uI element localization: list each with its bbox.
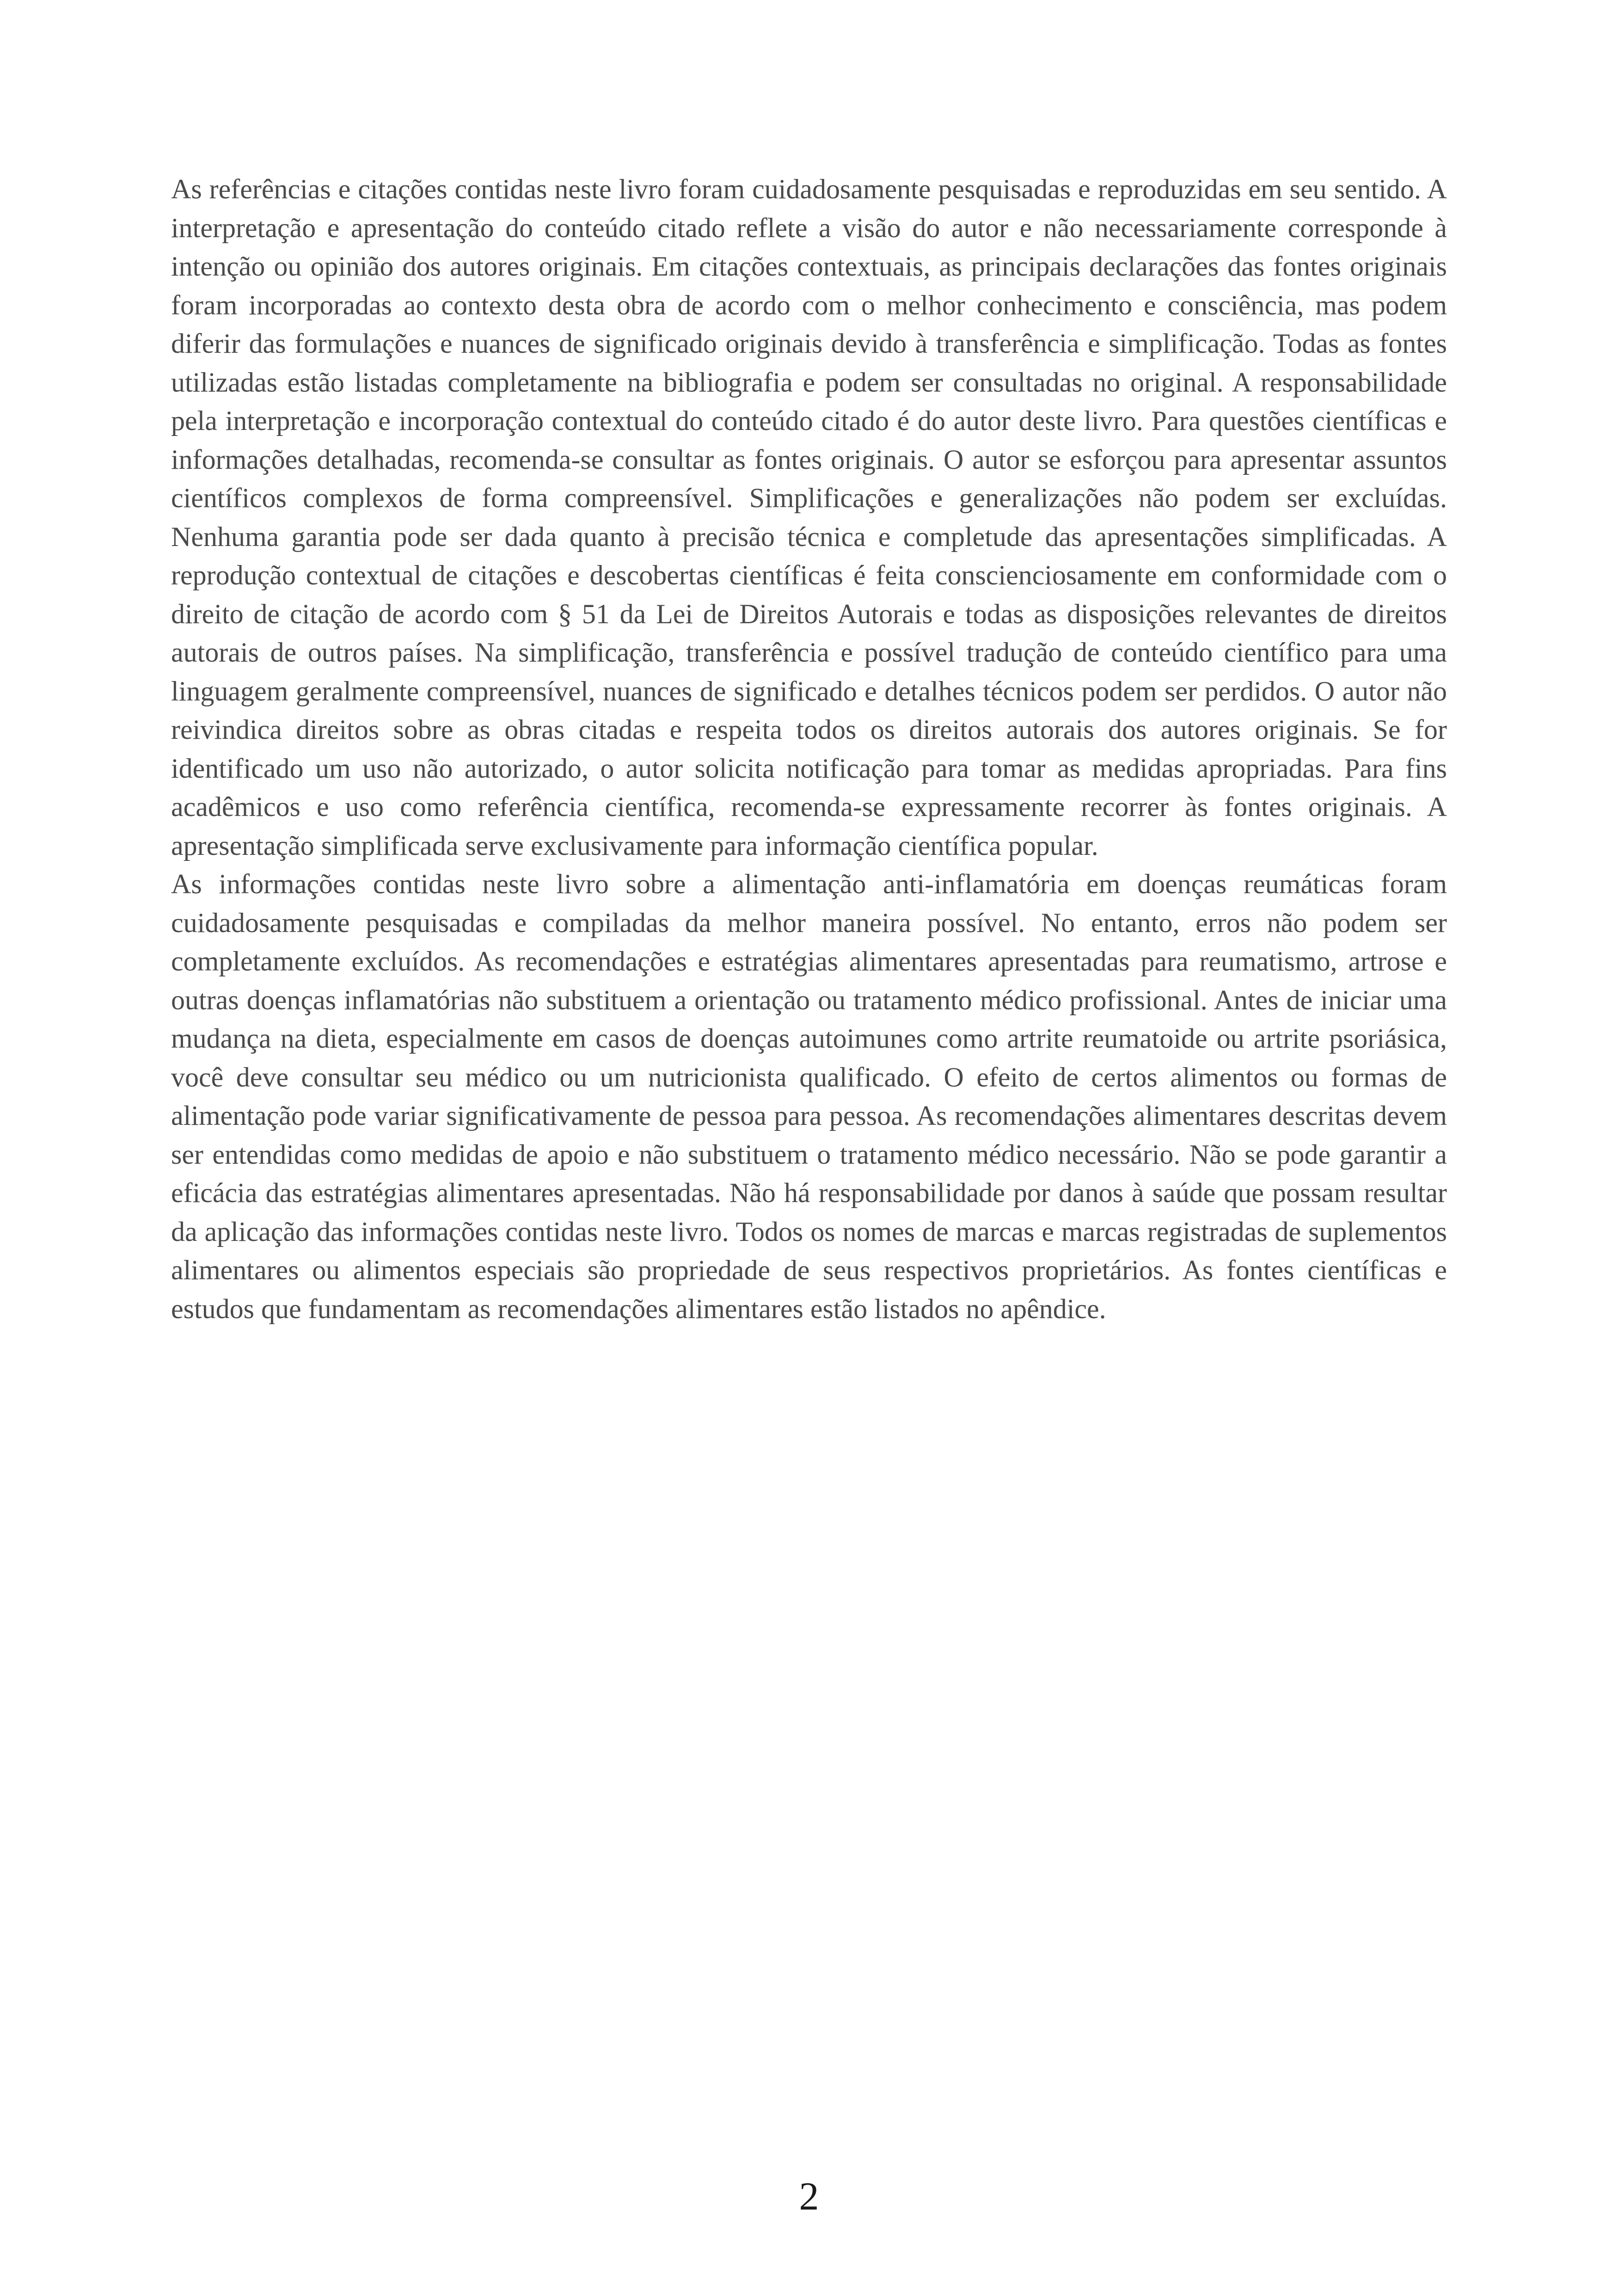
body-text [171, 170, 1447, 1328]
paragraph-health-disclaimer: As informações contidas neste livro sobre a alimentação anti-inflamatória em doenças reumáticas foram cuidadosamente pesquisadas e compiladas da melhor maneira possível. No entanto, erros não podem ser completamente excluídos. As recomendações e estratégias alimentares apresentadas para reumatismo, artrose e outras doenças inflamatórias não substituem a orientação ou tratamento médico profissional. Antes de iniciar uma mudança na dieta, especialmente em casos de doenças autoimunes como artrite reumatoide ou artrite psoriásica, você deve consultar seu médico ou um nutricionista qualificado. O efeito de certos alimentos ou formas de alimentação pode variar significativamente de pessoa para pessoa. As recomendações alimentares descritas devem ser entendidas como medidas de apoio e não substituem o tratamento médico necessário. Não se pode garantir a eficácia das estratégias alimentares apresentadas. Não há responsabilidade por danos à saúde que possam resultar da aplicação das informações contidas neste livro. Todos os nomes de marcas e marcas registradas de suplementos alimentares ou alimentos especiais são propriedade de seus respectivos proprietários. As fontes científicas e estudos que fundamentam as recomendações alimentares estão listados no apêndice. [171, 869, 1447, 1324]
paragraph-references-disclaimer: As referências e citações contidas neste livro foram cuidadosamente pesquisadas e reproduzidas em seu sentido. A interpretação e apresentação do conteúdo citado reflete a visão do autor e não necessariamente corresponde à intenção ou opinião dos autores originais. Em citações contextuais, as principais declarações das fontes originais foram incorporadas ao contexto desta obra de acordo com o melhor conhecimento e consciência, mas podem diferir das formulações e nuances de significado originais devido à transferência e simplificação. Todas as fontes utilizadas estão listadas completamente na bibliografia e podem ser consultadas no original. A responsabilidade pela interpretação e incorporação contextual do conteúdo citado é do autor deste livro. Para questões científicas e informações detalhadas, recomenda-se consultar as fontes originais. O autor se esforçou para apresentar assuntos científicos complexos de forma compreensível. Simplificações e generalizações não podem ser excluídas. Nenhuma garantia pode ser dada quanto à precisão técnica e completude das apresentações simplificadas. A reprodução contextual de citações e descobertas científicas é feita conscienciosamente em conformidade com o direito de citação de acordo com § 51 da Lei de Direitos Autorais e todas as disposições relevantes de direitos autorais de outros países. Na simplificação, transferência e possível tradução de conteúdo científico para uma linguagem geralmente compreensível, nuances de significado e detalhes técnicos podem ser perdidos. O autor não reivindica direitos sobre as obras citadas e respeita todos os direitos autorais dos autores originais. Se for identificado um uso não autorizado, o autor solicita notificação para tomar as medidas apropriadas. Para fins acadêmicos e uso como referência científica, recomenda-se expressamente recorrer às fontes originais. A apresentação simplificada serve exclusivamente para informação científica popular. [171, 174, 1447, 861]
page-number: 2 [799, 2174, 819, 2218]
